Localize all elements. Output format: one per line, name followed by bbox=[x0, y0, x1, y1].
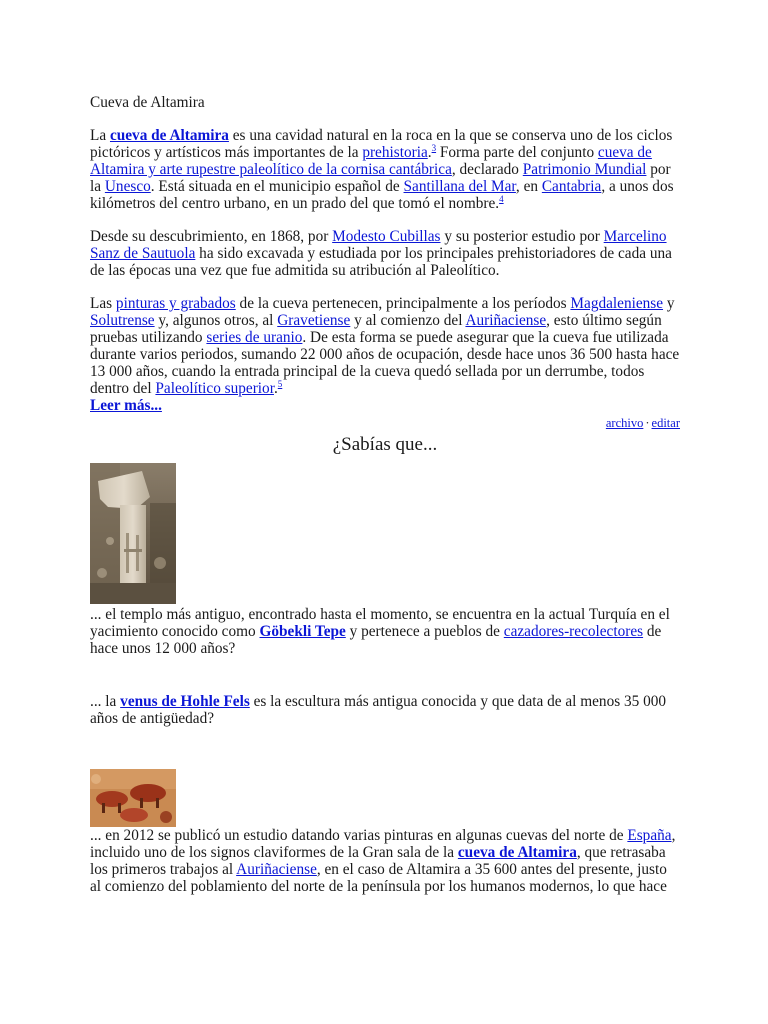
text: La bbox=[90, 127, 110, 144]
text: de la cueva pertenecen, principalmente a los períodos bbox=[235, 295, 571, 312]
gobekli-tepe-photo bbox=[90, 463, 176, 604]
text: , a unos dos kilómetros del centro urbano, en un prado del que tomó el nombre. bbox=[90, 178, 674, 212]
cave-painting-photo bbox=[90, 769, 176, 827]
link-cueva-de-altamira-2[interactable]: cueva de Altamira bbox=[457, 844, 577, 861]
link-cazadores-recolectores[interactable]: cazadores-recolectores bbox=[503, 623, 644, 640]
archive-link[interactable]: archivo bbox=[605, 416, 644, 430]
text: y su posterior estudio por bbox=[440, 228, 604, 245]
link-paleolitico-superior[interactable]: Paleolítico superior bbox=[155, 380, 274, 397]
text: y bbox=[663, 295, 675, 312]
link-pinturas-y-grabados[interactable]: pinturas y grabados bbox=[115, 295, 236, 312]
read-more-link[interactable]: Leer más... bbox=[90, 397, 162, 414]
text: Desde su descubrimiento, en 1868, por bbox=[90, 228, 333, 245]
text: , en el caso de Altamira a 35 600 antes del presente, justo al comienzo del poblamiento del norte de la península por los humanos modernos, lo que hace bbox=[90, 861, 667, 895]
link-marcelino-sanz-de-sautuola[interactable]: Marcelino Sanz de Sautuola bbox=[90, 228, 667, 262]
text: Forma parte del conjunto bbox=[436, 144, 598, 161]
link-prehistoria[interactable]: prehistoria bbox=[362, 144, 428, 161]
separator: · bbox=[645, 416, 650, 430]
reference-link[interactable]: 4 bbox=[499, 193, 504, 204]
link-patrimonio-mundial[interactable]: Patrimonio Mundial bbox=[522, 161, 647, 178]
text: ... la bbox=[90, 693, 121, 710]
text: , declarado bbox=[451, 161, 523, 178]
text: , en bbox=[515, 178, 542, 195]
text: es una cavidad natural en la roca en la que se conserva uno de los ciclos pictóricos y artísticos más importantes de la bbox=[90, 127, 673, 161]
reference-link[interactable]: 3 bbox=[431, 142, 437, 153]
link-espana[interactable]: España bbox=[627, 827, 672, 844]
page-content bbox=[90, 94, 680, 895]
link-venus-de-hohle-fels[interactable]: venus de Hohle Fels bbox=[120, 693, 250, 710]
link-auriñaciense-2[interactable]: Auriñaciense bbox=[236, 861, 317, 878]
did-you-know-item-altamira-dating bbox=[90, 827, 680, 895]
article-paragraph-paintings bbox=[90, 295, 680, 397]
text: ... el templo más antiguo, encontrado hasta el momento, se encuentra en la actual Turquía en el yacimiento conocido como bbox=[90, 606, 670, 640]
text: , incluido uno de los signos claviformes de la Gran sala de la bbox=[90, 827, 676, 861]
edit-link[interactable]: editar bbox=[651, 416, 680, 430]
link-series-de-uranio[interactable]: series de uranio bbox=[206, 329, 303, 346]
link-cantabria[interactable]: Cantabria bbox=[541, 178, 602, 195]
link-solutrense[interactable]: Solutrense bbox=[90, 312, 155, 329]
text: . bbox=[427, 144, 432, 161]
link-magdaleniense[interactable]: Magdaleniense bbox=[570, 295, 664, 312]
link-cueva-de-altamira[interactable]: cueva de Altamira bbox=[109, 127, 229, 144]
did-you-know-item-hohle-fels bbox=[90, 693, 680, 727]
text: de hace unos 12 000 años? bbox=[90, 623, 662, 657]
link-modesto-cubillas[interactable]: Modesto Cubillas bbox=[332, 228, 441, 245]
article-paragraph-intro bbox=[90, 127, 680, 212]
link-unesco[interactable]: Unesco bbox=[104, 178, 151, 195]
text: por la bbox=[90, 161, 671, 195]
reference-link[interactable]: 5 bbox=[277, 378, 283, 389]
text: , esto último según pruebas utilizando bbox=[90, 312, 662, 346]
did-you-know-heading: ¿Sabías que... bbox=[332, 434, 438, 455]
text: Las bbox=[90, 295, 116, 312]
text: es la escultura más antigua conocida y que data de al menos 35 000 años de antigüedad? bbox=[90, 693, 667, 727]
link-gobekli-tepe[interactable]: Göbekli Tepe bbox=[259, 623, 346, 640]
cave-painting-photo-wrapper bbox=[90, 769, 680, 827]
article-meta-links bbox=[90, 416, 680, 431]
text: . bbox=[273, 380, 278, 397]
article-title: Cueva de Altamira bbox=[90, 94, 205, 111]
article-paragraph-history bbox=[90, 228, 680, 279]
text: . Está situada en el municipio español de bbox=[150, 178, 404, 195]
text: ha sido excavada y estudiada por los principales prehistoriadores de cada una de las épocas una vez que fue admitida su atribución al Paleolítico. bbox=[90, 245, 672, 279]
text: . De esta forma se puede asegurar que la cueva fue utilizada durante varios periodos, sumando 22 000 años de ocupación, desde hace unos 36 500 hasta hace 13 000 años, cuando la entrada principal de la cueva quedó sellada por un derrumbe, todos dentro del bbox=[90, 329, 680, 397]
link-auriñaciense[interactable]: Auriñaciense bbox=[465, 312, 547, 329]
text: , que retrasaba los primeros trabajos al bbox=[90, 844, 666, 878]
did-you-know-item-gobekli bbox=[90, 606, 680, 657]
text: ... en 2012 se publicó un estudio datando varias pinturas en algunas cuevas del norte de bbox=[90, 827, 628, 844]
text: y, algunos otros, al bbox=[154, 312, 278, 329]
link-conjunto-cueva-altamira[interactable]: cueva de Altamira y arte rupestre paleolítico de la cornisa cantábrica bbox=[90, 144, 652, 178]
link-santillana-del-mar[interactable]: Santillana del Mar bbox=[403, 178, 516, 195]
link-gravetiense[interactable]: Gravetiense bbox=[277, 312, 351, 329]
text: y al comienzo del bbox=[350, 312, 466, 329]
text: y pertenece a pueblos de bbox=[345, 623, 504, 640]
